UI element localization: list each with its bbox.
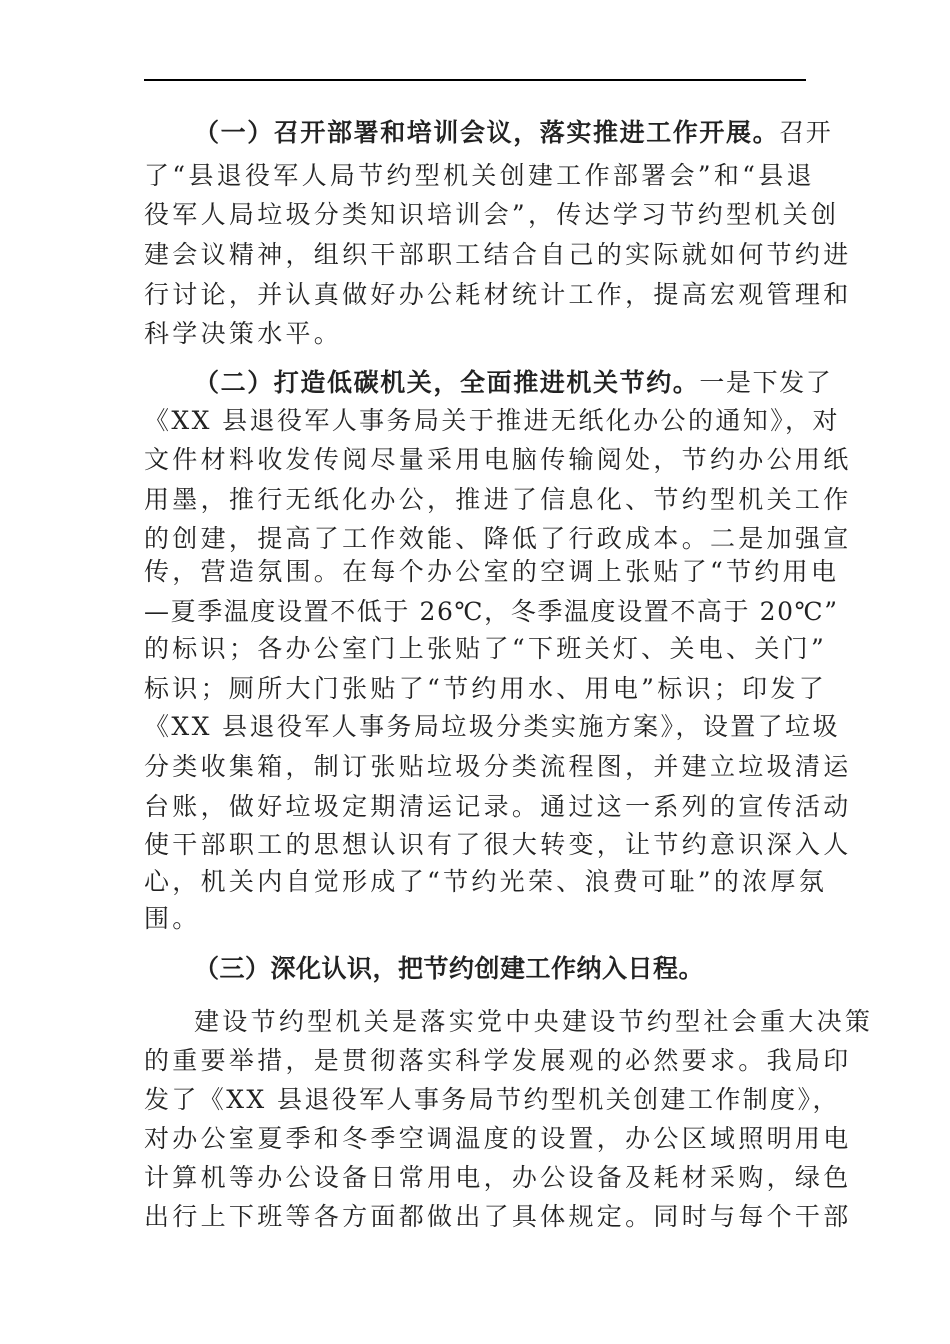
paragraph-line: 行讨论，并认真做好办公耗材统计工作，提高宏观管理和 [144, 280, 852, 309]
paragraph-heading: （一）召开部署和培训会议，落实推进工作开展。 [194, 118, 780, 147]
paragraph-line: 标识；厕所大门张贴了“节约用水、用电”标识；印发了 [144, 674, 828, 703]
paragraph-line: 台账，做好垃圾定期清运记录。通过这一系列的宣传活动 [144, 792, 852, 821]
paragraph-line: 了“县退役军人局节约型机关创建工作部署会”和“县退 [144, 161, 815, 190]
paragraph-line: 《XX 县退役军人事务局垃圾分类实施方案》，设置了垃圾 [144, 712, 840, 741]
paragraph-line: 分类收集箱，制订张贴垃圾分类流程图，并建立垃圾清运 [144, 752, 852, 781]
paragraph-line: —夏季温度设置不低于 26℃，冬季温度设置不高于 20℃” [144, 597, 839, 626]
paragraph-line: 使干部职工的思想认识有了很大转变，让节约意识深入人 [144, 830, 852, 859]
paragraph-line: 科学决策水平。 [144, 319, 343, 348]
paragraph-line: 建设节约型机关是落实党中央建设节约型社会重大决策 [194, 1007, 874, 1036]
paragraph-line: 役军人局垃圾分类知识培训会”，传达学习节约型机关创 [144, 200, 840, 229]
paragraph-line: 心，机关内自觉形成了“节约光荣、浪费可耻”的浓厚氛 [144, 867, 828, 896]
paragraph-line: 对办公室夏季和冬季空调温度的设置，办公区域照明用电 [144, 1124, 852, 1153]
paragraph-line: 《XX 县退役军人事务局关于推进无纸化办公的通知》，对 [144, 406, 840, 435]
paragraph-line: 用墨，推行无纸化办公，推进了信息化、节约型机关工作 [144, 485, 852, 514]
paragraph-line: 的重要举措，是贯彻落实科学发展观的必然要求。我局印 [144, 1046, 852, 1075]
paragraph-line: 建会议精神，组织干部职工结合自己的实际就如何节约进 [144, 240, 852, 269]
paragraph-line: 发了《XX 县退役军人事务局节约型机关创建工作制度》， [144, 1085, 840, 1114]
paragraph-line: 计算机等办公设备日常用电，办公设备及耗材采购，绿色 [144, 1163, 852, 1192]
paragraph-line: （二）打造低碳机关，全面推进机关节约。一是下发了 [194, 368, 833, 397]
paragraph-heading: （二）打造低碳机关，全面推进机关节约。 [194, 368, 700, 397]
paragraph-line: 传，营造氛围。在每个办公室的空调上张贴了“节约用电 [144, 557, 840, 586]
paragraph-line: 围。 [144, 904, 201, 933]
header-rule [144, 79, 806, 81]
paragraph-line: 的创建，提高了工作效能、降低了行政成本。二是加强宣 [144, 524, 852, 553]
paragraph-line: （一）召开部署和培训会议，落实推进工作开展。召开 [194, 118, 833, 147]
paragraph-line: 出行上下班等各方面都做出了具体规定。同时与每个干部 [144, 1202, 852, 1231]
section-heading: （三）深化认识，把节约创建工作纳入日程。 [194, 954, 705, 983]
paragraph-line: 文件材料收发传阅尽量采用电脑传输阅处，节约办公用纸 [144, 445, 852, 474]
paragraph-line: 的标识；各办公室门上张贴了“下班关灯、关电、关门” [144, 634, 828, 663]
